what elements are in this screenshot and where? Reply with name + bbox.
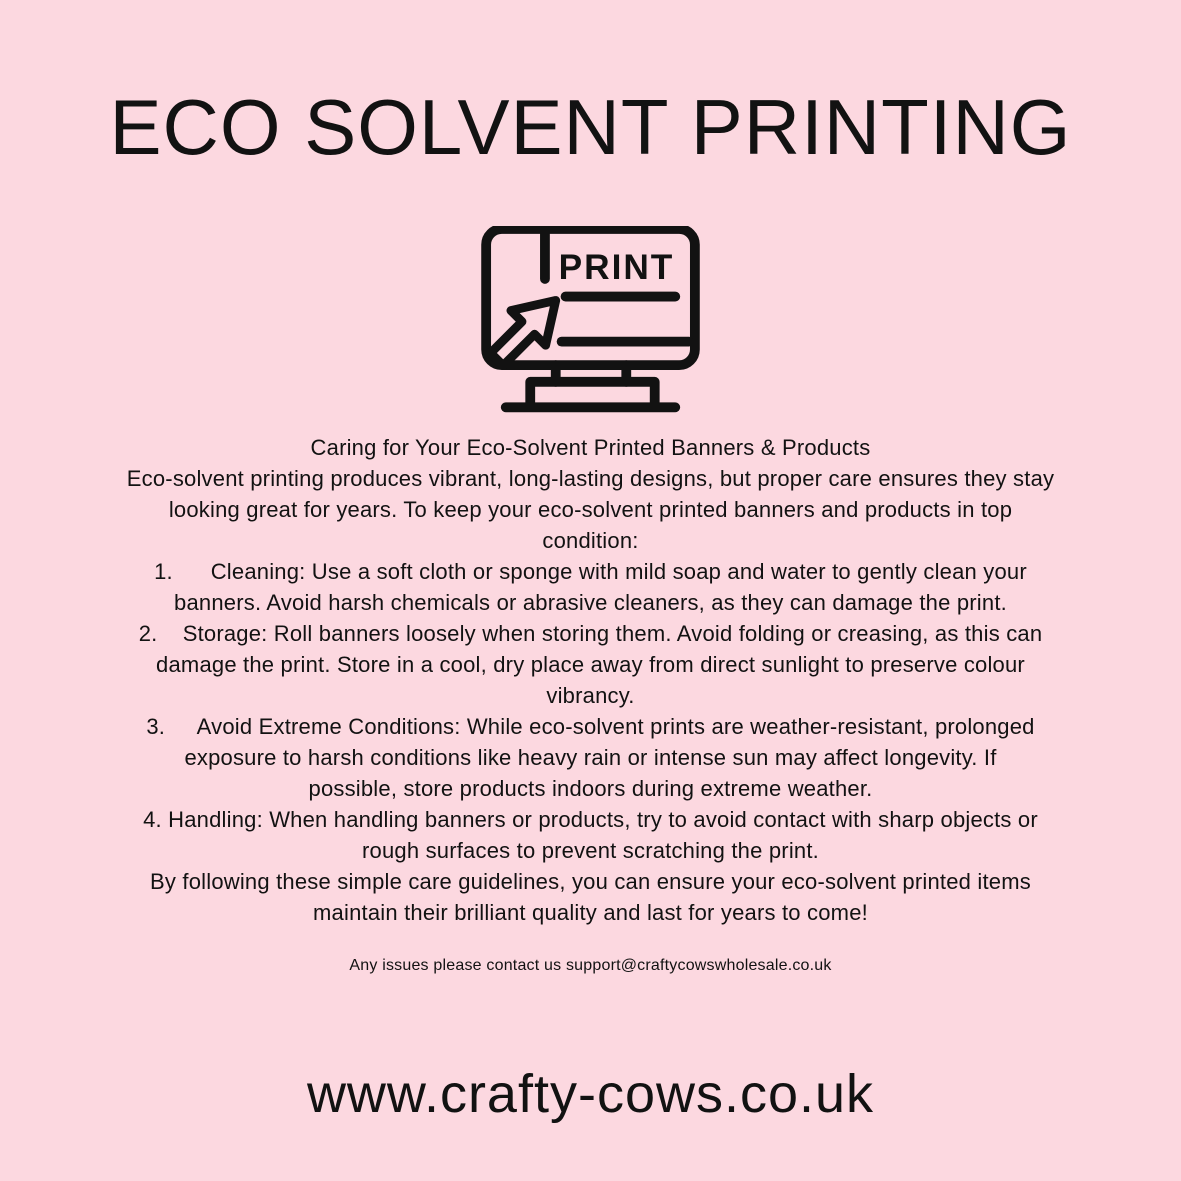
print-monitor-icon — [473, 226, 709, 422]
care-item-4-line: 4. Handling: When handling banners or products, try to avoid contact with sharp objects or — [143, 807, 1038, 832]
care-heading: Caring for Your Eco-Solvent Printed Banners & Products — [310, 435, 871, 460]
care-item-1-line: 1. Cleaning: Use a soft cloth or sponge with mild soap and water to gently clean your — [154, 559, 1027, 584]
cursor-arrow-icon — [490, 300, 555, 365]
care-closing-line: maintain their brilliant quality and last for years to come! — [313, 900, 868, 925]
care-item-3-line: possible, store products indoors during extreme weather. — [308, 776, 873, 801]
care-item-2-line: damage the print. Store in a cool, dry place away from direct sunlight to preserve colour — [156, 652, 1025, 677]
care-item-4-line: rough surfaces to prevent scratching the print. — [362, 838, 819, 863]
care-item-1-line: banners. Avoid harsh chemicals or abrasive cleaners, as they can damage the print. — [174, 590, 1007, 615]
care-item-2-line: 2. Storage: Roll banners loosely when storing them. Avoid folding or creasing, as this can — [138, 621, 1043, 646]
print-label: PRINT — [558, 247, 674, 287]
contact-line: Any issues please contact us support@craftycowswholesale.co.uk — [349, 957, 832, 974]
care-item-3-line: 3. Avoid Extreme Conditions: While eco-solvent prints are weather-resistant, prolonged — [146, 714, 1035, 739]
care-item-3-line: exposure to harsh conditions like heavy rain or intense sun may affect longevity. If — [184, 745, 997, 770]
monitor-base — [530, 382, 654, 404]
page-title: ECO SOLVENT PRINTING — [109, 83, 1072, 171]
print-monitor-svg — [473, 226, 709, 422]
care-intro-line: Eco-solvent printing produces vibrant, long-lasting designs, but proper care ensures they stay — [126, 466, 1055, 491]
website-url: www.crafty-cows.co.uk — [306, 1064, 875, 1124]
care-closing-line: By following these simple care guidelines, you can ensure your eco-solvent printed items — [150, 869, 1031, 894]
care-intro-line: condition: — [542, 528, 639, 553]
care-instructions — [0, 432, 1181, 928]
care-item-2-line: vibrancy. — [546, 683, 635, 708]
care-intro-line: looking great for years. To keep your eco-solvent printed banners and products in top — [168, 497, 1013, 522]
